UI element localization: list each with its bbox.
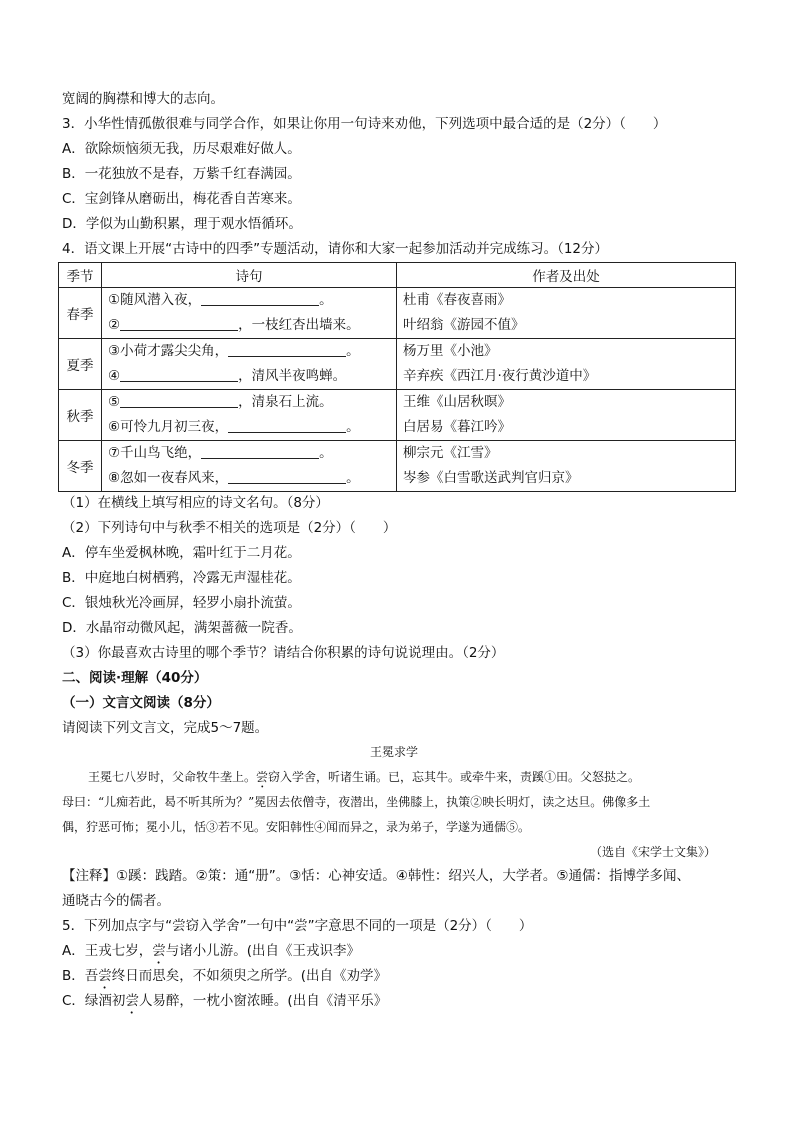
q5-stem: 5．下列加点字与“尝窃入学舍”一句中“尝”字意思不同的一项是（2分）（ ） — [62, 918, 533, 934]
source-cell — [397, 441, 736, 492]
poem-text: ，一枝红杏出墙来。 — [238, 317, 360, 333]
answer-blank[interactable] — [201, 443, 319, 459]
poem-text: 。 — [319, 292, 333, 308]
source-cell — [397, 288, 736, 339]
passage-title: 王冕求学 — [370, 745, 419, 759]
season-cell: 秋季 — [59, 390, 102, 441]
header-source: 作者及出处 — [397, 263, 736, 288]
notes-line: 通晓古今的儒者。 — [62, 893, 170, 909]
source-cell — [397, 339, 736, 390]
source-text: 杜甫《春夜喜雨》 — [403, 292, 511, 308]
poem-text: 。 — [346, 470, 360, 486]
passage-line: 母曰：“儿痴若此，曷不听其所为？”冕因去依僧寺，夜潜出，坐佛膝上，执策②映长明灯，读之达旦。佛像多土 — [62, 795, 651, 809]
answer-blank[interactable] — [228, 417, 346, 433]
section-heading: 二、阅读·理解（40分） — [62, 670, 208, 686]
source-text: 王维《山居秋暝》 — [403, 394, 511, 410]
poem-text: ⑧忽如一夜春风来， — [108, 470, 229, 486]
emphasized-char: 尝 — [125, 993, 139, 1009]
table-row — [59, 288, 736, 339]
q5-option-c: C．绿酒初尝人易醉，一枕小窗浓睡。(出自《清平乐》 — [62, 993, 388, 1009]
q3-option-c: C．宝剑锋从磨砺出，梅花香自苦寒来。 — [62, 191, 301, 207]
table-header-row — [59, 263, 736, 288]
answer-blank[interactable] — [120, 392, 238, 408]
poem-text: 。 — [319, 445, 333, 461]
q4-sub2-option-a: A．停车坐爱枫林晚，霜叶红于二月花。 — [62, 545, 301, 561]
answer-blank[interactable] — [228, 341, 346, 357]
answer-blank[interactable] — [120, 315, 238, 331]
reading-instruction: 请阅读下列文言文，完成5～7题。 — [62, 720, 269, 736]
poem-text: ，清泉石上流。 — [238, 394, 333, 410]
poem-text: ⑤ — [108, 394, 121, 410]
passage-line: 王冕七八岁时，父命牧牛垄上。尝窃入学舍，听诸生诵。已，忘其牛。或牵牛来，责蹊①田。父怒挞之。 — [88, 770, 641, 784]
q3-option-b: B．一花独放不是春，万紫千红春满园。 — [62, 166, 301, 182]
q4-sub2-option-d: D．水晶帘动微风起，满架蔷薇一院香。 — [62, 620, 302, 636]
source-text: 叶绍翁《游园不值》 — [403, 317, 525, 333]
answer-blank[interactable] — [120, 366, 238, 382]
poem-text: ③小荷才露尖尖角， — [108, 343, 229, 359]
passage-line: 偶，狞恶可怖；冕小儿，恬③若不见。安阳韩性④闻而异之，录为弟子，学遂为通儒⑤。 — [62, 820, 531, 834]
q4-sub2-option-b: B．中庭地白树栖鸦，冷露无声湿桂花。 — [62, 570, 301, 586]
q4-stem: 4．语文课上开展“古诗中的四季”专题活动，请你和大家一起参加活动并完成练习。（12分） — [62, 241, 609, 257]
q3-option-a: A．欲除烦恼须无我，历尽艰难好做人。 — [62, 141, 301, 157]
emphasized-char: 尝 — [98, 968, 112, 984]
answer-blank[interactable] — [201, 290, 319, 306]
season-cell: 冬季 — [59, 441, 102, 492]
q3-stem: 3．小华性情孤傲很难与同学合作，如果让你用一句诗来劝他，下列选项中最合适的是（2分）（ ） — [62, 116, 667, 132]
answer-blank[interactable] — [228, 468, 346, 484]
header-season: 季节 — [59, 263, 102, 288]
poem-text: ⑦千山鸟飞绝， — [108, 445, 202, 461]
source-text: 岑参《白雪歌送武判官归京》 — [403, 470, 579, 486]
poem-cell — [102, 339, 397, 390]
table-row — [59, 441, 736, 492]
season-cell: 夏季 — [59, 339, 102, 390]
q5-option-b: B．吾尝终日而思矣，不如须臾之所学。(出自《劝学》 — [62, 968, 388, 984]
q5-option-a: A．王戎七岁，尝与诸小儿游。(出自《王戎识李》 — [62, 943, 361, 959]
subsection-heading: （一）文言文阅读（8分） — [62, 695, 220, 711]
poem-cell — [102, 288, 397, 339]
source-text: 辛弃疾《西江月·夜行黄沙道中》 — [403, 368, 597, 384]
poem-text: ④ — [108, 368, 121, 384]
q4-sub2: （2）下列诗句中与秋季不相关的选项是（2分）（ ） — [62, 520, 397, 536]
table-row — [59, 390, 736, 441]
poem-text: ⑥可怜九月初三夜， — [108, 419, 229, 435]
poem-text: ①随风潜入夜， — [108, 292, 202, 308]
emphasized-char: 尝 — [256, 770, 269, 784]
q4-sub1: （1）在横线上填写相应的诗文名句。（8分） — [62, 495, 329, 511]
intro-line: 宽阔的胸襟和博大的志向。 — [62, 91, 224, 107]
poem-cell — [102, 441, 397, 492]
season-cell: 春季 — [59, 288, 102, 339]
passage-source: （选自《宋学士文集》） — [590, 845, 717, 859]
q3-option-d: D．学似为山勤积累，理于观水悟循环。 — [62, 216, 302, 232]
poem-text: ，清风半夜鸣蝉。 — [238, 368, 347, 384]
q4-sub3: （3）你最喜欢古诗里的哪个季节？请结合你积累的诗句说说理由。（2分） — [62, 645, 505, 661]
source-text: 白居易《暮江吟》 — [403, 419, 511, 435]
seasons-poem-table — [58, 262, 736, 492]
source-cell — [397, 390, 736, 441]
notes-line: 【注释】①蹊：践踏。②策：通“册”。③恬：心神安适。④韩性：绍兴人，大学者。⑤通儒：指博学多闻、 — [62, 868, 690, 884]
emphasized-char: 尝 — [152, 943, 166, 959]
source-text: 杨万里《小池》 — [403, 343, 498, 359]
q4-sub2-option-c: C．银烛秋光冷画屏，轻罗小扇扑流萤。 — [62, 595, 301, 611]
table-row — [59, 339, 736, 390]
poem-cell — [102, 390, 397, 441]
header-poem: 诗句 — [102, 263, 397, 288]
poem-text: 。 — [346, 419, 360, 435]
poem-text: ② — [108, 317, 121, 333]
poem-text: 。 — [346, 343, 360, 359]
source-text: 柳宗元《江雪》 — [403, 445, 498, 461]
